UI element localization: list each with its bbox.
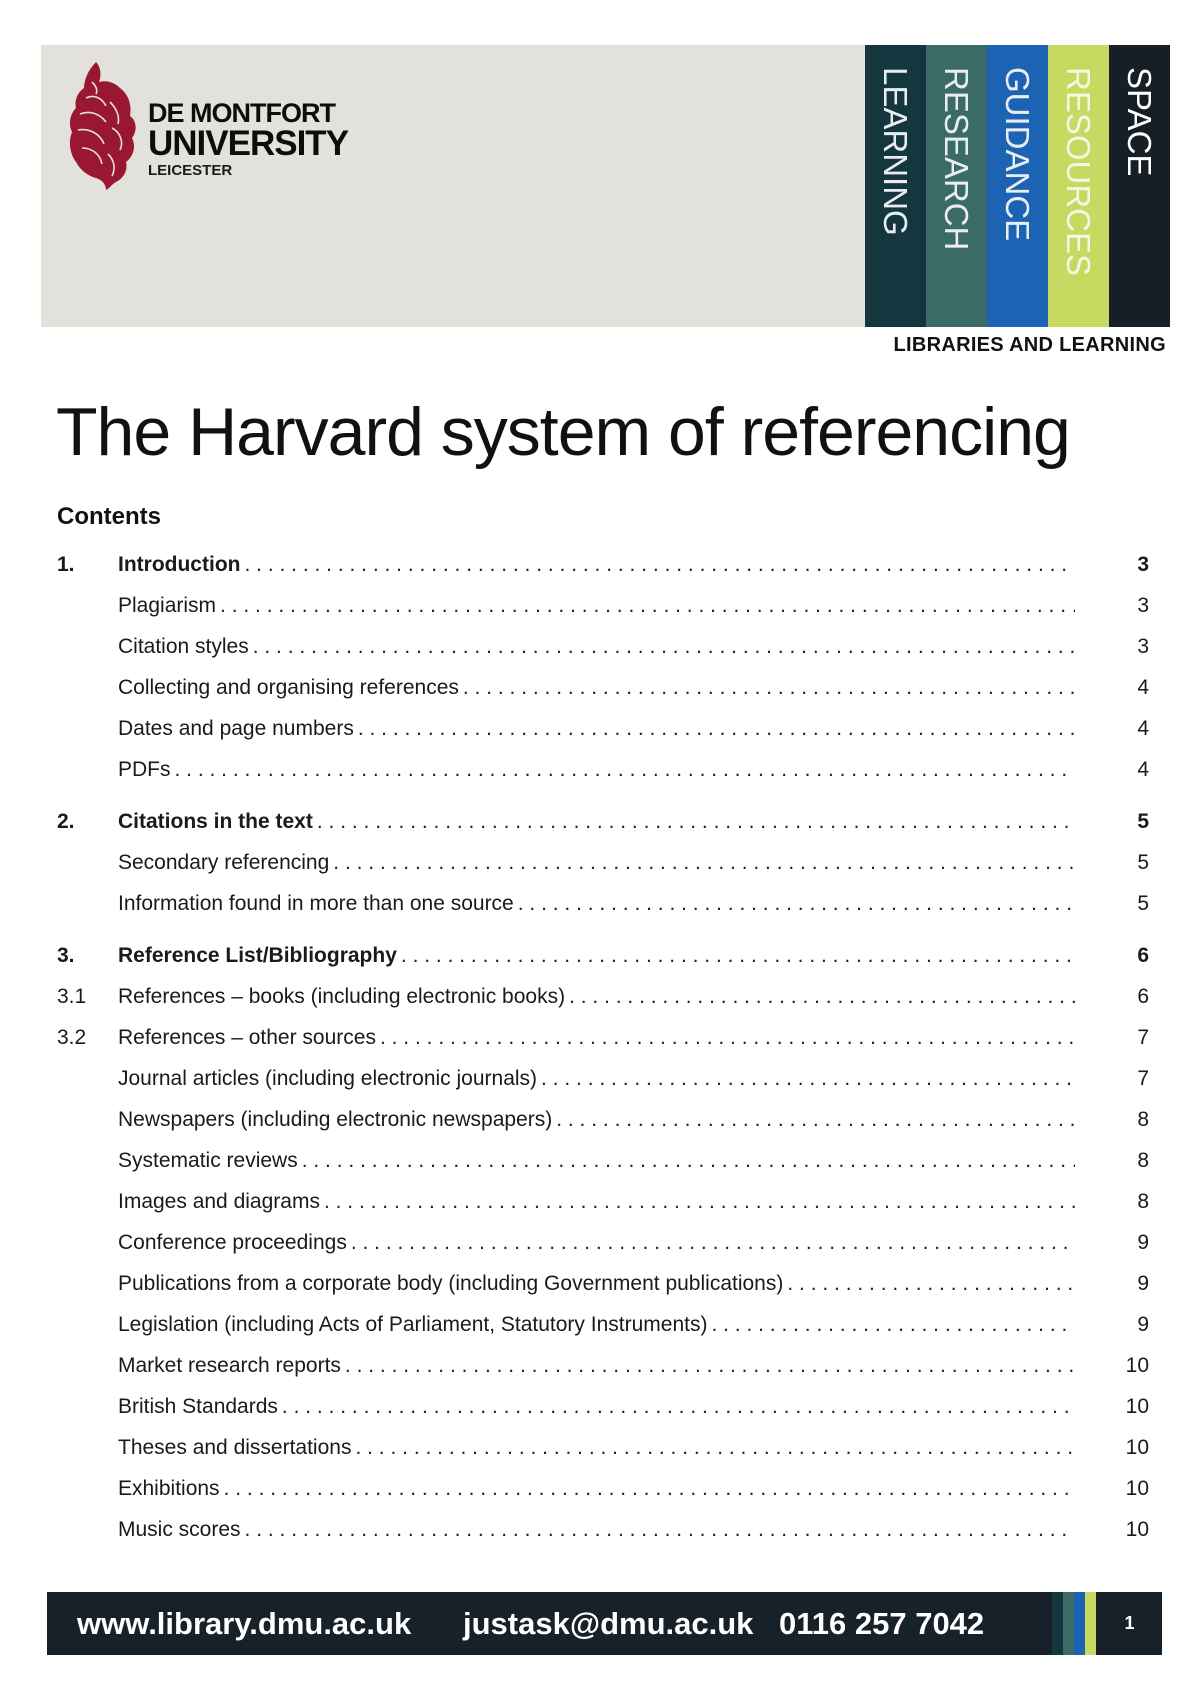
toc-dot-leader [333, 851, 1075, 875]
table-of-contents [57, 553, 1149, 1559]
toc-dot-leader [401, 944, 1075, 968]
toc-entry[interactable] [57, 944, 1149, 985]
toc-entry-page: 8 [1137, 1149, 1149, 1172]
toc-dot-leader [282, 1395, 1075, 1419]
toc-entry[interactable] [57, 1231, 1149, 1272]
stripe-label: LEARNING [877, 67, 914, 236]
stripe-label: GUIDANCE [999, 67, 1036, 242]
toc-dot-leader [244, 553, 1075, 577]
toc-entry-label: Publications from a corporate body (including Government publications) [118, 1272, 784, 1295]
toc-dot-leader [317, 810, 1075, 834]
toc-dot-leader [380, 1026, 1075, 1050]
toc-entry-page: 9 [1137, 1272, 1149, 1295]
toc-dot-leader [787, 1272, 1075, 1296]
toc-entry-label: References – books (including electronic books) [118, 985, 566, 1008]
footer-website-link[interactable]: www.library.dmu.ac.uk [77, 1606, 412, 1641]
toc-entry-label: British Standards [118, 1395, 278, 1418]
toc-dot-leader [358, 717, 1075, 741]
toc-entry[interactable] [57, 717, 1149, 758]
stripe-learning [865, 45, 926, 327]
toc-entry-page: 10 [1125, 1477, 1149, 1500]
toc-entry[interactable] [57, 553, 1149, 594]
footer-email-link[interactable]: justask@dmu.ac.uk [463, 1606, 754, 1641]
toc-entry-page: 5 [1137, 810, 1149, 833]
toc-entry[interactable] [57, 1108, 1149, 1149]
toc-entry-label: Exhibitions [118, 1477, 220, 1500]
toc-entry-page: 10 [1125, 1395, 1149, 1418]
toc-entry-page: 7 [1137, 1026, 1149, 1049]
toc-entry-label: References – other sources [118, 1026, 376, 1049]
toc-dot-leader [556, 1108, 1075, 1132]
footer-stripe [1063, 1592, 1074, 1655]
toc-dot-leader [253, 635, 1075, 659]
toc-entry-label: Market research reports [118, 1354, 341, 1377]
toc-dot-leader [463, 676, 1075, 700]
toc-entry-label: Citation styles [118, 635, 249, 658]
toc-entry[interactable] [57, 1477, 1149, 1518]
page-title: The Harvard system of referencing [56, 394, 1070, 470]
page-number: 1 [1124, 1613, 1135, 1633]
toc-entry-label: Plagiarism [118, 594, 217, 617]
logo-wordmark [148, 100, 348, 179]
toc-entry-label: Secondary referencing [118, 851, 330, 874]
toc-entry[interactable] [57, 1313, 1149, 1354]
toc-entry-page: 5 [1137, 851, 1149, 874]
toc-entry-number: 1. [57, 553, 75, 576]
toc-entry-number: 3.2 [57, 1026, 87, 1049]
toc-entry-label: Information found in more than one source [118, 892, 514, 915]
toc-entry[interactable] [57, 1149, 1149, 1190]
toc-dot-leader [324, 1190, 1075, 1214]
toc-entry[interactable] [57, 676, 1149, 717]
stripe-label: RESEARCH [938, 67, 975, 251]
lion-rampant-icon [66, 58, 146, 190]
toc-entry-label: Journal articles (including electronic journals) [118, 1067, 538, 1090]
toc-dot-leader [569, 985, 1075, 1009]
toc-entry-label: Newspapers (including electronic newspapers) [118, 1108, 553, 1131]
toc-entry-label: Collecting and organising references [118, 676, 459, 699]
toc-dot-leader [220, 594, 1075, 618]
footer-phone: 0116 257 7042 [779, 1606, 985, 1641]
stripe-research [926, 45, 987, 327]
toc-dot-leader [224, 1477, 1075, 1501]
footer-stripe [1085, 1592, 1096, 1655]
toc-entry-number: 3. [57, 944, 75, 967]
stripe-label: SPACE [1121, 67, 1158, 177]
toc-entry-page: 6 [1137, 985, 1149, 1008]
toc-entry-number: 3.1 [57, 985, 87, 1008]
logo-line-2: UNIVERSITY [148, 124, 349, 163]
toc-entry[interactable] [57, 1026, 1149, 1067]
toc-entry-label: Music scores [118, 1518, 241, 1541]
toc-entry-label: Legislation (including Acts of Parliament, Statutory Instruments) [118, 1313, 708, 1336]
toc-entry-page: 8 [1137, 1190, 1149, 1213]
contents-heading: Contents [57, 503, 161, 530]
toc-entry-page: 4 [1137, 717, 1149, 740]
toc-entry-page: 6 [1137, 944, 1149, 967]
toc-entry-page: 3 [1137, 594, 1149, 617]
toc-dot-leader [245, 1518, 1075, 1542]
stripe-guidance [987, 45, 1048, 327]
toc-entry-page: 9 [1137, 1313, 1149, 1336]
toc-entry[interactable] [57, 1190, 1149, 1231]
toc-entry-label: Dates and page numbers [118, 717, 354, 740]
toc-entry[interactable] [57, 1067, 1149, 1108]
university-logo[interactable] [66, 58, 366, 190]
toc-entry[interactable] [57, 851, 1149, 892]
toc-entry-label: Introduction [118, 553, 241, 576]
footer-bar [47, 1592, 1162, 1655]
toc-entry[interactable] [57, 892, 1149, 933]
toc-dot-leader [711, 1313, 1075, 1337]
toc-dot-leader [175, 758, 1076, 782]
toc-entry-page: 10 [1125, 1436, 1149, 1459]
toc-entry[interactable] [57, 1272, 1149, 1313]
toc-dot-leader [518, 892, 1075, 916]
stripe-space [1109, 45, 1170, 327]
toc-entry[interactable] [57, 1436, 1149, 1477]
toc-entry[interactable] [57, 810, 1149, 851]
toc-entry-number: 2. [57, 810, 75, 833]
logo-line-1: DE MONTFORT [148, 98, 335, 128]
toc-dot-leader [302, 1149, 1075, 1173]
logo-line-3: LEICESTER [148, 162, 233, 179]
toc-entry[interactable] [57, 635, 1149, 676]
toc-entry-label: Citations in the text [118, 810, 313, 833]
toc-dot-leader [345, 1354, 1075, 1378]
toc-entry-page: 9 [1137, 1231, 1149, 1254]
toc-entry[interactable] [57, 758, 1149, 799]
footer-stripe [1052, 1592, 1063, 1655]
toc-entry-page: 4 [1137, 758, 1149, 781]
toc-entry-page: 8 [1137, 1108, 1149, 1131]
toc-dot-leader [351, 1231, 1075, 1255]
toc-entry[interactable] [57, 985, 1149, 1026]
footer-stripes [1052, 1592, 1096, 1655]
toc-entry[interactable] [57, 1395, 1149, 1436]
toc-entry-page: 3 [1137, 635, 1149, 658]
theme-stripes [865, 45, 1170, 327]
toc-entry-label: Conference proceedings [118, 1231, 347, 1254]
footer-stripe [1074, 1592, 1085, 1655]
toc-dot-leader [541, 1067, 1075, 1091]
toc-entry-page: 10 [1125, 1518, 1149, 1541]
toc-entry[interactable] [57, 1518, 1149, 1559]
toc-entry-label: Systematic reviews [118, 1149, 298, 1172]
toc-entry-page: 5 [1137, 892, 1149, 915]
stripe-label: RESOURCES [1060, 67, 1097, 277]
toc-entry-label: Theses and dissertations [118, 1436, 352, 1459]
toc-entry-page: 10 [1125, 1354, 1149, 1377]
toc-dot-leader [355, 1436, 1075, 1460]
toc-entry[interactable] [57, 1354, 1149, 1395]
toc-entry-page: 7 [1137, 1067, 1149, 1090]
toc-entry-page: 4 [1137, 676, 1149, 699]
toc-entry-label: Reference List/Bibliography [118, 944, 397, 967]
department-label: LIBRARIES AND LEARNING [893, 334, 1166, 356]
stripe-resources [1048, 45, 1109, 327]
toc-entry[interactable] [57, 594, 1149, 635]
toc-entry-label: Images and diagrams [118, 1190, 320, 1213]
toc-entry-page: 3 [1137, 553, 1149, 576]
toc-entry-label: PDFs [118, 758, 171, 781]
